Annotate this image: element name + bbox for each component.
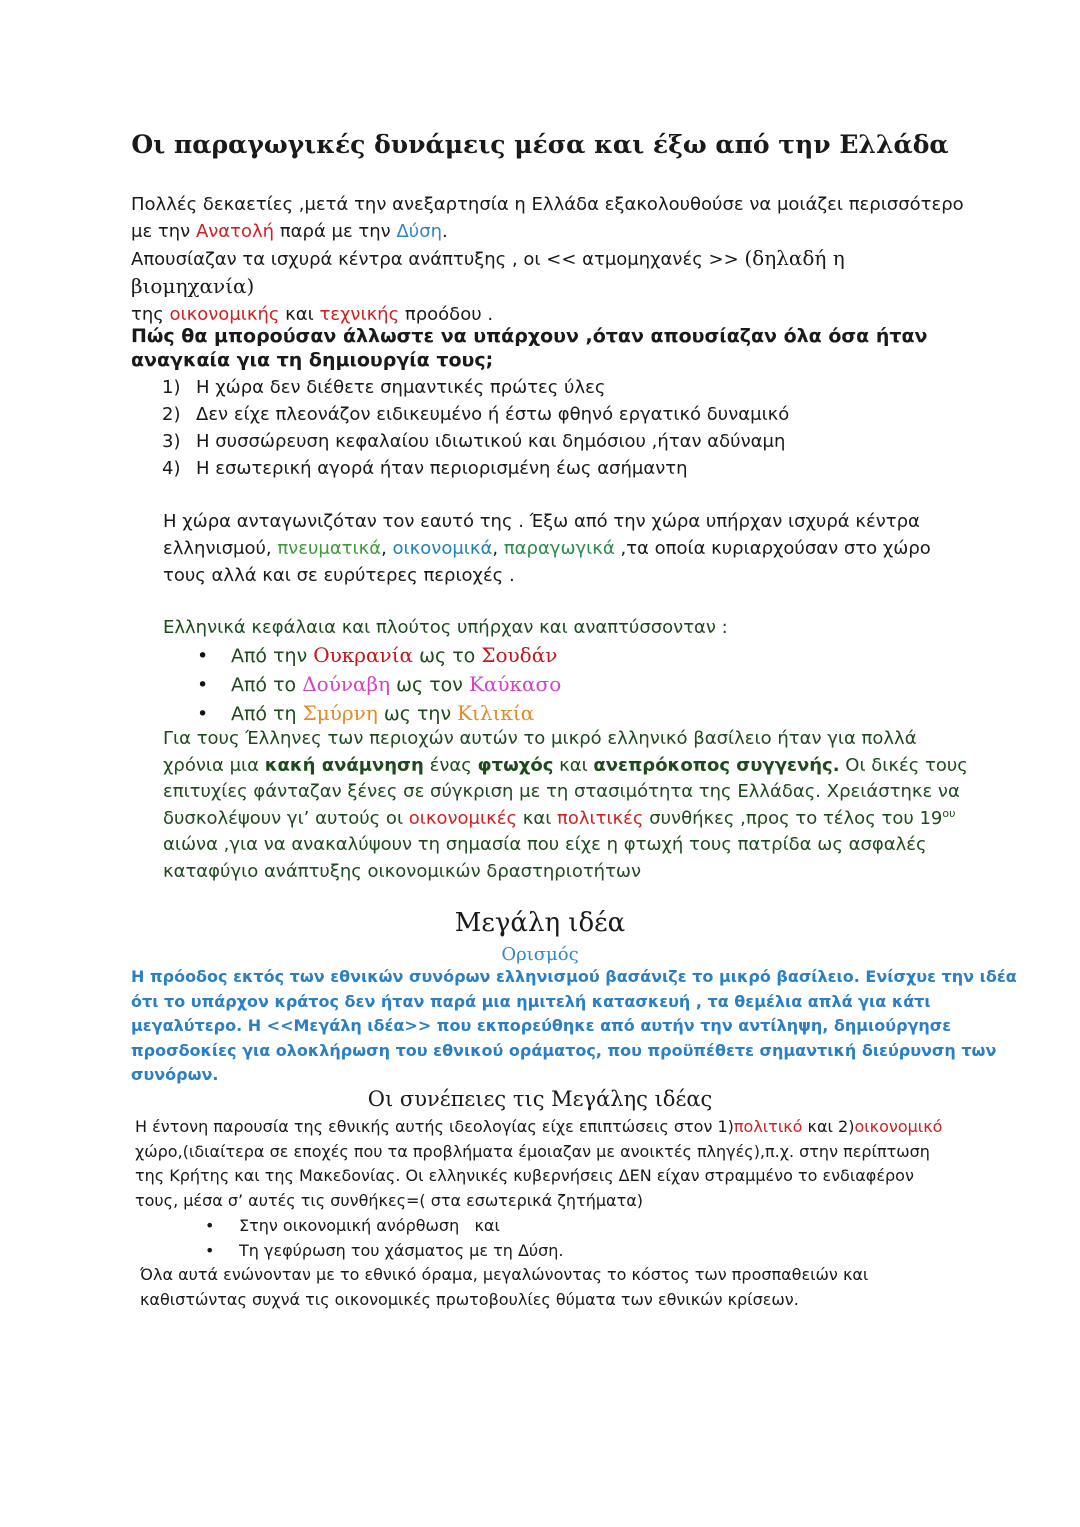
economic-word: οικονομικής [169, 304, 280, 325]
text: Οι δικές τους [839, 754, 968, 776]
item-text: Στην οικονομική ανόρθωση και [239, 1216, 500, 1235]
economic-word: οικονομικές [408, 807, 518, 829]
consequences-list [205, 1213, 905, 1263]
technical-word: τεχνικής [319, 304, 400, 325]
text: και [517, 807, 558, 829]
capital-intro [163, 614, 963, 641]
east-word: Ανατολή [195, 221, 275, 242]
definition-line: συνόρων. [131, 1065, 219, 1084]
productive-word: παραγωγικά [503, 538, 615, 559]
text: και [279, 304, 320, 325]
great-idea-definition [131, 965, 1017, 1088]
text: Από τη [231, 703, 303, 725]
question-line-1: Πώς θα μπορούσαν άλλωστε να υπάρχουν ,όταν απουσίαζαν όλα όσα ήταν [131, 325, 928, 347]
text: ένας [423, 754, 478, 776]
definition-line: προσδοκίες για ολοκλήρωση του εθνικού οράματος, που προϋπέθετε σημαντική διεύρυνση των [131, 1040, 997, 1060]
text: και 2) [802, 1117, 855, 1136]
text: Η έντονη παρουσία της εθνικής αυτής ιδεολογίας είχε επιπτώσεις στον 1) [135, 1117, 734, 1136]
industry-note: (δηλαδή η βιομηχανία) [131, 246, 845, 298]
region-name: Δούναβη [302, 672, 391, 696]
greeks-line-5: αιώνα ,για να ανακαλύψουν τη σημασία που είχε η φτωχή τους πατρίδα ως ασφαλές [163, 834, 927, 855]
great-idea-heading: Μεγάλη ιδέα [454, 908, 626, 938]
consequences-paragraph [135, 1115, 975, 1213]
text: Από το [231, 674, 303, 696]
greeks-line-3: επιτυχίες φάνταζαν ξένες σε σύγκριση με τη στασιμότητα της Ελλάδας. Χρειάστηκε να [163, 781, 960, 802]
text: προόδου . [399, 304, 494, 325]
region-name: Ουκρανία [313, 643, 414, 667]
economic-word: οικονομικά [392, 538, 493, 559]
definition-line: Η πρόοδος εκτός των εθνικών συνόρων ελληνισμού βασάνιζε το μικρό βασίλειο. Ενίσχυε την ιδέα [131, 967, 1017, 986]
text: ως τον [390, 674, 469, 696]
definition-line: ότι το υπάρχον κράτος δεν ήταν παρά μια ημιτελή κατασκευή , τα θεμέλια απλά για κάτι [131, 991, 931, 1011]
list-item [197, 699, 897, 728]
item-number: 3) [162, 431, 181, 452]
intro-line-1: Πολλές δεκαετίες ,μετά την ανεξαρτησία η Ελλάδα εξακολουθούσε να μοιάζει περισσότερο [131, 194, 964, 215]
greeks-line-2 [163, 753, 983, 780]
text: ,τα οποία κυριαρχούσαν στο χώρο [614, 538, 931, 559]
bullet-icon: • [205, 1241, 215, 1260]
capital-regions-list [197, 641, 897, 728]
page-title: Οι παραγωγικές δυνάμεις μέσα και έξω από την Ελλάδα [131, 130, 949, 159]
definition-subheading: Ορισμός [501, 944, 579, 965]
greeks-line-1: Για τους Έλληνες των περιοχών αυτών το μικρό ελληνικό βασίλειο ήταν για πολλά [163, 728, 917, 749]
reasons-list [162, 374, 962, 482]
consequences-line-3: της Κρήτης και της Μακεδονίας. Οι ελληνικές κυβερνήσεις ΔΕΝ είχαν στραμμένο το ενδιαφέρον [135, 1166, 914, 1185]
list-item [162, 455, 962, 482]
text: παρά με την [274, 221, 397, 242]
item-number: 1) [162, 377, 181, 398]
list-item [205, 1213, 905, 1238]
text: και [553, 754, 594, 776]
intro-line-2 [131, 218, 971, 245]
text: . [442, 221, 448, 242]
text: ελληνισμού, [163, 538, 278, 559]
competition-line-2 [163, 535, 963, 562]
superscript: ου [942, 806, 956, 820]
spiritual-word: πνευματικά [277, 538, 382, 559]
region-name: Καύκασο [468, 672, 562, 696]
competition-line-3: τους αλλά και σε ευρύτερες περιοχές . [163, 565, 515, 586]
conclusion-line-1: Όλα αυτά ενώνονταν με το εθνικό όραμα, μεγαλώνοντας το κόστος των προσπαθειών και [140, 1265, 869, 1284]
list-item [162, 401, 962, 428]
list-item [205, 1238, 905, 1263]
text: χρόνια μια [163, 754, 265, 776]
conclusion-line-2: καθιστώντας συχνά τις οικονομικές πρωτοβουλίες θύματα των εθνικών κρίσεων. [140, 1289, 799, 1309]
region-name: Σουδάν [481, 643, 558, 667]
item-text: Η εσωτερική αγορά ήταν περιορισμένη έως ασήμαντη [196, 458, 688, 479]
text: Απουσίαζαν τα ισχυρά κέντρα ανάπτυξης , οι << ατμομηχανές >> [131, 249, 745, 270]
west-word: Δύση [396, 221, 443, 242]
consequences-line-2: χώρο,(ιδιαίτερα σε εποχές που τα προβλήματα έμοιαζαν με ανοικτές πληγές),π.χ. στην περίπτωση [135, 1141, 930, 1161]
intro-line-3 [131, 245, 971, 301]
definition-line: μεγαλύτερο. Η <<Μεγάλη ιδέα>> που εκπορεύθηκε από αυτήν την αντίληψη, δημιούργησε [131, 1016, 952, 1035]
text: ως το [413, 645, 482, 667]
conclusion-paragraph [140, 1263, 980, 1312]
political-word: πολιτικές [557, 807, 644, 829]
item-number: 2) [162, 404, 181, 425]
consequences-heading: Οι συνέπειες τις Μεγάλης ιδέας [367, 1087, 713, 1111]
item-text: Τη γεφύρωση του χάσματος με τη Δύση. [239, 1241, 564, 1260]
bold-phrase: φτωχός [477, 754, 554, 776]
consequences-line-4: τους, μέσα σ’ αυτές τις συνθήκες=( στα εσωτερικά ζητήματα) [135, 1190, 643, 1210]
text: με την [131, 221, 196, 242]
text: ως την [377, 703, 458, 725]
text: συνθήκες ,προς το τέλος του 19 [643, 807, 943, 829]
bullet-icon: • [205, 1216, 215, 1235]
region-name: Σμύρνη [302, 701, 378, 725]
question-heading [131, 324, 971, 372]
bold-phrase: ανεπρόκοπος συγγενής. [593, 754, 840, 776]
greeks-line-6: καταφύγιο ανάπτυξης οικονομικών δραστηριοτήτων [163, 860, 642, 882]
text: δυσκολέψουν γι’ αυτούς οι [163, 807, 409, 829]
list-item [197, 670, 897, 699]
text: , [492, 538, 504, 559]
bullet-icon: • [197, 674, 209, 696]
question-line-2: αναγκαία για τη δημιουργία τους; [131, 349, 494, 371]
political-word: πολιτικό [733, 1117, 803, 1136]
consequences-line-1 [135, 1115, 975, 1140]
competition-paragraph [163, 508, 963, 589]
item-text: Η χώρα δεν διέθετε σημαντικές πρώτες ύλες [196, 377, 606, 398]
intro-paragraph [131, 191, 971, 328]
list-item [197, 641, 897, 670]
capital-intro-text: Ελληνικά κεφάλαια και πλούτος υπήρχαν και αναπτύσσονταν : [163, 617, 728, 638]
competition-line-1: Η χώρα ανταγωνιζόταν τον εαυτό της . Έξω από την χώρα υπήρχαν ισχυρά κέντρα [163, 511, 920, 532]
bullet-icon: • [197, 645, 209, 667]
bullet-icon: • [197, 703, 209, 725]
item-text: Δεν είχε πλεονάζον ειδικευμένο ή έστω φθηνό εργατικό δυναμικό [196, 404, 790, 425]
list-item [162, 374, 962, 401]
item-number: 4) [162, 458, 181, 479]
bold-phrase: κακή ανάμνηση [264, 754, 424, 776]
text: Από την [231, 645, 314, 667]
text: , [381, 538, 393, 559]
item-text: Η συσσώρευση κεφαλαίου ιδιωτικού και δημόσιου ,ήταν αδύναμη [196, 431, 786, 452]
greeks-paragraph [163, 726, 983, 885]
list-item [162, 428, 962, 455]
region-name: Κιλικία [457, 701, 535, 725]
greeks-line-4 [163, 806, 983, 833]
text: της [131, 304, 170, 325]
economic-word: οικονομικό [854, 1117, 943, 1136]
